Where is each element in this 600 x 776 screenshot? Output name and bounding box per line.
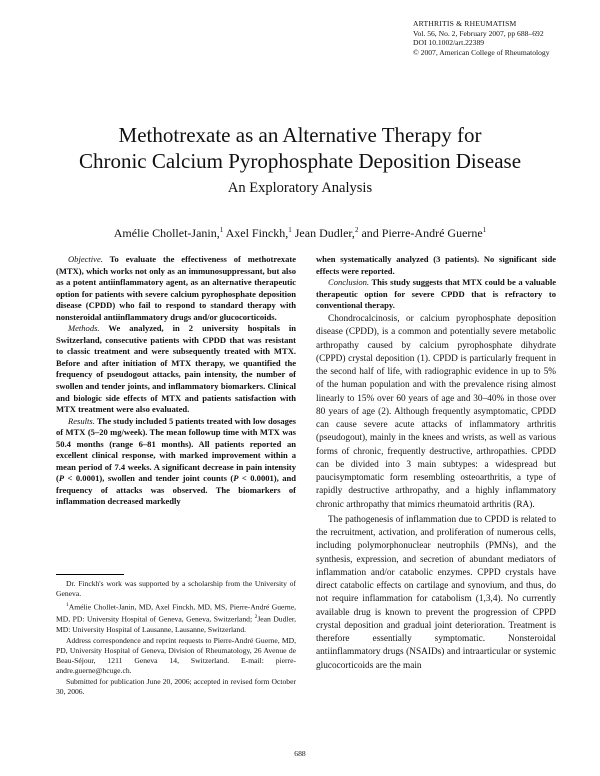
abstract-conclusion: Conclusion. This study suggests that MTX could be a valuable therapeutic option for severe CPDD that is refractory to conventional therapy. xyxy=(316,277,556,311)
abstract-left-column xyxy=(56,254,296,508)
abstract-methods: Methods. We analyzed, in 2 university hospitals in Switzerland, consecutive patients with CPDD that was resistant to classic treatment and were subsequently treated with MTX. Before and after initiation of MTX therapy, we quantified the frequency of pseudogout attacks, pain intensity, the number of swollen and tender joints, and inflammatory biomarkers. Clinical and biologic side effects of MTX and patients satisfaction with MTX treatment were also evaluated. xyxy=(56,323,297,415)
author: Jean Dudler,$^2$ xyxy=(294,226,359,240)
journal-copyright: © 2007, American College of Rheumatology xyxy=(413,47,550,57)
article-title xyxy=(0,122,600,174)
footnote-correspondence: Address correspondence and reprint requests to Pierre-André Guerne, MD, PD, University Hospital of Geneva, Division of Rheumatology, 26 Avenue de Beau-Séjour, 1211 Geneva 14, Switzerland. E-mail: pierre-andre.guerne@hcuge.ch. xyxy=(56,635,296,676)
journal-doi: DOI 10.1002/art.22389 xyxy=(413,38,485,48)
page-number: 688 xyxy=(294,749,306,758)
footnote-support: Dr. Finckh's work was supported by a scholarship from the University of Geneva. xyxy=(56,579,296,599)
author: and Pierre-André Guerne$^1$ xyxy=(361,226,487,240)
title-line: Methotrexate as an Alternative Therapy for xyxy=(118,123,482,147)
journal-volume: Vol. 56, No. 2, February 2007, pp 688–692 xyxy=(413,28,544,38)
abstract-right-column xyxy=(316,254,556,312)
journal-name: ARTHRITIS & RHEUMATISM xyxy=(413,19,517,28)
body-text xyxy=(316,313,556,673)
footnote-divider xyxy=(56,574,124,575)
author: Axel Finckh,$^1$ xyxy=(225,226,292,240)
article-subtitle: An Exploratory Analysis xyxy=(227,180,373,196)
footnotes xyxy=(56,579,296,697)
abstract-results-continued: when systematically analyzed (3 patients). No significant side effects were reported. xyxy=(316,254,556,276)
body-paragraph: The pathogenesis of inflammation due to CPDD is related to the recruitment, activation, and proliferation of numerous cells, including polymorphonuclear neutrophils (PMNs), and the synthesis, expression, and secretion of abundant mediators of inflammation and/or catabolic enzymes. CPPD crystals have direct catabolic effects on cartilage and synovium, and thus, do not require inflammation for catabolism (1,3,4). No currently available drug is known to prevent the progression of CPPD crystal deposition and gradual joint deterioration. Treatment is therefore essentially symptomatic. Nonsteroidal antiinflammatory drugs (NSAIDs) and intraarticular or systemic glucocorticoids are the main xyxy=(316,514,556,671)
footnote-submitted: Submitted for publication June 20, 2006; accepted in revised form October 30, 2006. xyxy=(56,676,296,697)
author: Amélie Chollet-Janin,$^1$ xyxy=(113,226,224,240)
title-line: Chronic Calcium Pyrophosphate Deposition Disease xyxy=(78,149,522,173)
abstract-objective: Objective. To evaluate the effectiveness of methotrexate (MTX), which works not only as an immunosuppressant, but also as a potent antiinflammatory agent, as an alternative therapeutic option for patients with severe calcium pyrophosphate deposition disease (CPDD) who fail to respond to standard therapy with nonsteroidal antiinflammatory drugs and/or glucocorticoids. xyxy=(56,254,296,322)
abstract-results: Results. The study included 5 patients treated with low dosages of MTX (5–20 mg/week). The mean followup time with MTX was 50.4 months (range 6–81 months). All patients reported an excellent clinical response, with marked improvement within a mean period of 7.4 weeks. A significant decrease in pain intensity (P < 0.0001), swollen and tender joint counts (P < 0.0001), and frequency of attacks was observed. The biomarkers of inflammation decreased markedly xyxy=(56,415,296,507)
author-list xyxy=(0,226,600,241)
body-paragraph: Chondrocalcinosis, or calcium pyrophosphate deposition disease (CPDD), is a common and potentially severe metabolic arthropathy caused by calcium pyrophosphate dihydrate (CPPD) crystal deposition (1). CPDD is particularly frequent in the second half of life, with radiographic evidence in up to 5% of the human population and with the prevalence rising almost linearly to 15% over 60 years of age and 30–40% in those over 80 years of age (2). Although frequently asymptomatic, CPDD can cause severe acute attacks of inflammatory arthritis (pseudogout), mainly in the knees and wrists, as well as various forms of chronic, frequently destructive, arthropathies. CPDD can be divided into 3 main subtypes: a widespread but paucisymptomatic form resembling osteoarthritis, a type of rapidly destructive arthropathy, and a highly inflammatory chronic arthropathy that mimics rheumatoid arthritis (RA). xyxy=(316,314,556,510)
footnote-affiliations: $^1$Amélie Chollet-Janin, MD, Axel Finckh, MD, MS, Pierre-André Guerne, MD, PD: University Hospital of Geneva, Geneva, Switzerland; $^2$Jean Dudler, MD: University Hospital of Lausanne, Lausanne, Switzerland. xyxy=(56,601,296,635)
journal-header xyxy=(413,19,593,57)
